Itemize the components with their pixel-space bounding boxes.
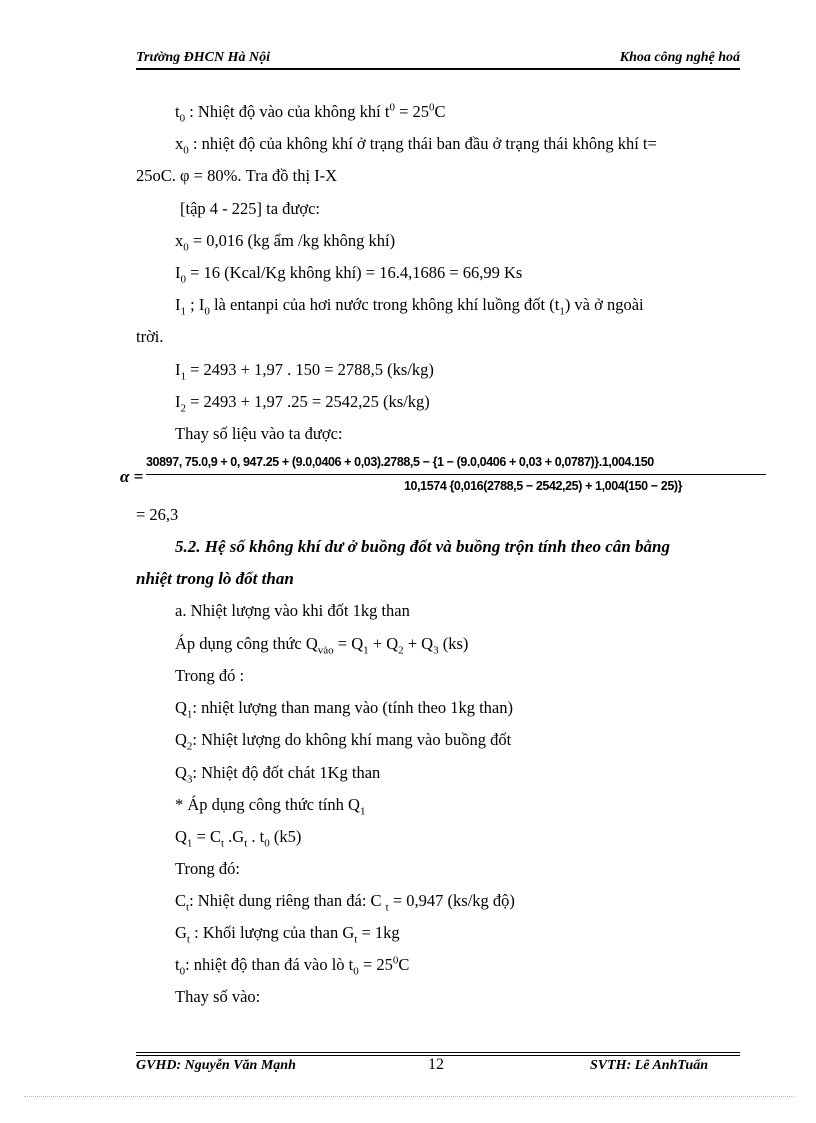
header-rule	[136, 68, 740, 70]
formula-result: = 26,3	[136, 505, 179, 524]
text-line: [tập 4 - 225] ta được:	[180, 199, 321, 218]
text-line: $t_0$: nhiệt độ than đá vào lò $t_0 = 25^0C$	[175, 954, 410, 978]
fraction-bar	[146, 474, 766, 475]
formula-denominator: 10,1574 {0,016(2788,5 − 2542,25) + 1,004(150 − 25)}	[404, 479, 683, 493]
page-edge	[24, 1096, 794, 1097]
footer-rule	[136, 1052, 740, 1053]
text-line: $Q_1$: nhiệt lượng than mang vào (tính theo 1kg than)	[175, 698, 513, 721]
formula-numerator: 30897, 75.0,9 + 0, 947.25 + (9.0,0406 + 0,03).2788,5 − {1 − (9.0,0406 + 0,03 + 0,0787)}.1,004.150	[146, 455, 654, 469]
alpha-formula	[118, 452, 768, 498]
header-school: Trường ĐHCN Hà Nội	[136, 50, 271, 65]
text-line: $I_1 = 2493 + 1,97$ . 150 = 2788,5 (ks/kg)	[175, 360, 434, 383]
text-line: $x_0 = 0,016$ (kg ẩm /kg không khí)	[175, 231, 396, 254]
page-header	[136, 50, 740, 68]
text-line: $I_1$ ; $I_0$ là entanpi của hơi nước trong không khí luồng đốt $(t_1)$ và ở ngoài	[175, 295, 644, 318]
text-line: trời.	[136, 327, 164, 346]
footer-advisor: GVHD: Nguyễn Văn Mạnh	[136, 1058, 296, 1073]
header-faculty: Khoa công nghệ hoá	[619, 50, 740, 65]
text-line: Thay số vào:	[175, 987, 261, 1006]
section-heading: 5.2. Hệ số không khí dư ở buồng đốt và buồng trộn tính theo cân bằng	[175, 537, 670, 556]
text-line: $G_t$ : Khối lượng của than $G_t = 1kg$	[175, 923, 400, 946]
text-line: 25oC. φ = 80%. Tra đồ thị I-X	[136, 166, 338, 185]
text-line: Trong đó :	[175, 666, 245, 685]
text-line: $Q_3$: Nhiệt độ đốt chát 1Kg than	[175, 763, 381, 786]
formula-symbol: α =	[120, 467, 144, 486]
text-line: $Q_2$: Nhiệt lượng do không khí mang vào buồng đốt	[175, 730, 512, 753]
text-line: $I_2 = 2493 + 1,97$ .25 = 2542,25 (ks/kg)	[175, 392, 430, 415]
text-line: $t_0$ : Nhiệt độ vào của không khí $t^0 = 25^0C$	[175, 101, 446, 125]
text-line: * Áp dụng công thức tính $Q_1$	[175, 795, 366, 818]
footer-student: SVTH: Lê AnhTuấn	[590, 1058, 708, 1073]
text-line: $Q_1 = C_t$ $.G_t$ . $t_0$ (k5)	[175, 827, 302, 850]
text-line: Thay số liệu vào ta được:	[175, 424, 343, 443]
text-line: $I_0 = 16$ (Kcal/Kg không khí) = 16.4,1686 = 66,99 Ks	[175, 263, 523, 286]
text-line: Áp dụng công thức $Q_{vào} = Q_1 + Q_2 + Q_3$ (ks)	[175, 634, 469, 657]
text-line: $x_0$ : nhiệt độ của không khí ở trạng thái ban đầu ở trạng thái không khí t=	[175, 134, 657, 157]
text-line: $C_t$: Nhiệt dung riêng than đá: C $_t$ = 0,947 (ks/kg độ)	[175, 891, 515, 914]
text-line: a. Nhiệt lượng vào khi đốt 1kg than	[175, 601, 410, 620]
section-heading-cont: nhiệt trong lò đốt than	[136, 569, 294, 588]
text-line: Trong đó:	[175, 859, 240, 878]
page-number: 12	[428, 1056, 444, 1073]
